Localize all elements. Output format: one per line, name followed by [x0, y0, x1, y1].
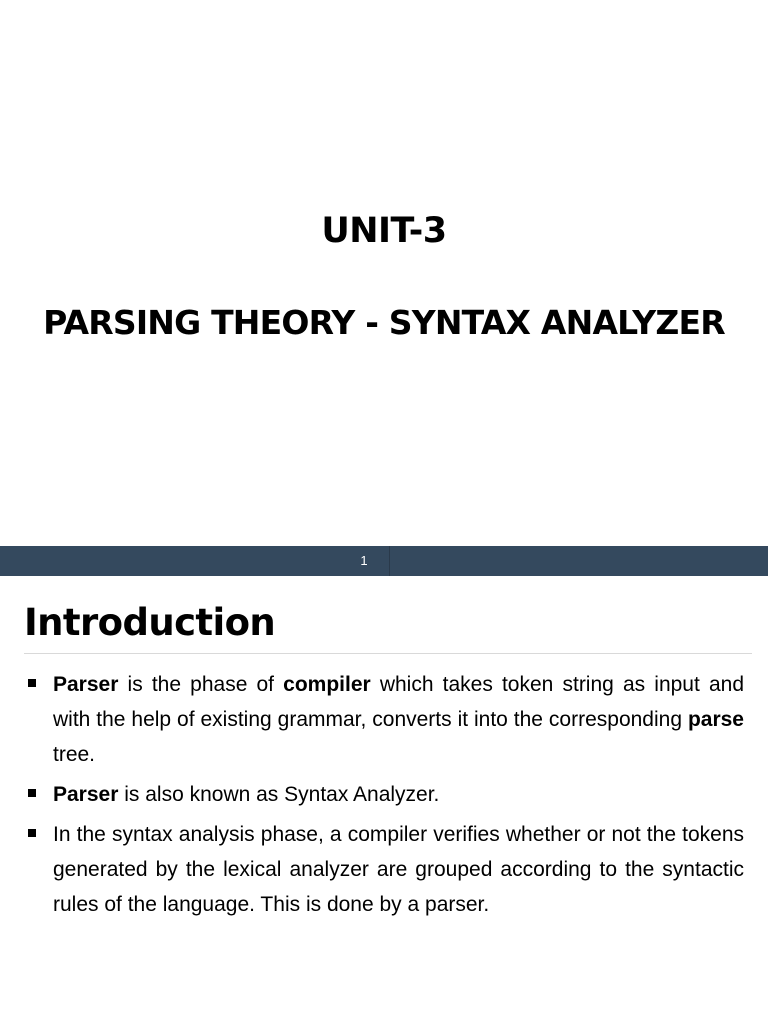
bullet-text: which takes token string as input and with the help of existing grammar, converts it into the corresponding [53, 673, 744, 731]
bullet-text: In the syntax analysis phase, a compiler verifies whether or not the tokens generated by the lexical analyzer are grouped according to the syntactic rules of the language. This is done by a parser. [53, 823, 744, 916]
bold-term: Parser [53, 673, 119, 696]
slide-title: PARSING THEORY - SYNTAX ANALYZER [43, 303, 725, 342]
square-bullet-icon [28, 829, 36, 837]
heading-rule [24, 653, 752, 654]
bold-term: Parser [53, 783, 119, 806]
bullet-text: is also known as Syntax Analyzer. [118, 783, 440, 806]
bullet-item [24, 777, 744, 812]
square-bullet-icon [28, 679, 36, 687]
bullet-item [24, 817, 744, 922]
square-bullet-icon [28, 789, 36, 797]
unit-title: UNIT-3 [321, 211, 447, 251]
section-heading: Introduction [24, 601, 276, 644]
bar-divider [389, 546, 390, 576]
bullet-text: is the phase of [118, 673, 284, 696]
introduction-slide [0, 576, 768, 1024]
bold-term: compiler [283, 673, 371, 696]
slide-separator-bar [0, 546, 768, 576]
bullet-text: tree. [53, 743, 96, 766]
bold-term: parse [687, 708, 744, 731]
page-number: 1 [360, 553, 368, 568]
bullet-list [24, 667, 744, 927]
bullet-item [24, 667, 744, 772]
